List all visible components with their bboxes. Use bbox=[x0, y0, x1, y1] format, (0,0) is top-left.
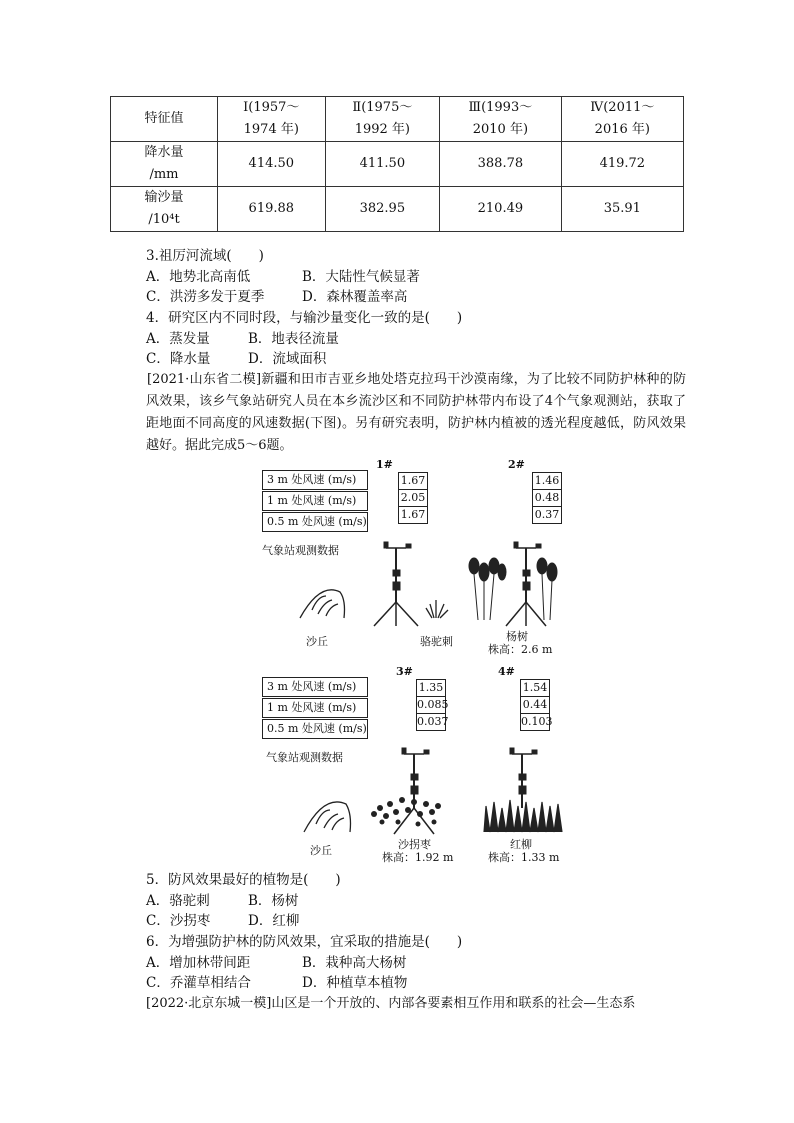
question-3-option-c[interactable]: C．洪涝多发于夏季 bbox=[146, 289, 265, 305]
question-3-option-a[interactable]: A．地势北高南低 bbox=[146, 269, 251, 285]
question-5-option-b[interactable]: B．杨树 bbox=[248, 893, 299, 909]
question-6-option-d[interactable]: D．种植草本植物 bbox=[302, 975, 408, 991]
question-3-stem: 3.祖厉河流域( ) bbox=[146, 248, 264, 264]
figure-caption-bottom: 气象站观测数据 bbox=[266, 751, 343, 764]
table-header-cell: Ⅱ(1975～ 1992 年) bbox=[325, 97, 440, 142]
station-1-value: 2.05 bbox=[398, 489, 428, 507]
table-cell: 388.78 bbox=[440, 142, 562, 187]
question-6-option-a[interactable]: A．增加林带间距 bbox=[146, 955, 251, 971]
row-label-1m: 1 m 处风速 (m/s) bbox=[262, 491, 368, 511]
question-6-option-b[interactable]: B．栽种高大杨树 bbox=[302, 955, 407, 971]
table-cell: 210.49 bbox=[440, 187, 562, 232]
passage-windbreak: [2021·山东省二模]新疆和田市吉亚乡地处塔克拉玛干沙漠南缘，为了比较不同防护林种的防风效果，该乡气象站研究人员在本乡流沙区和不同防护林带内布设了4个气象观测站，获取了距地面不同高度的风速数据(下图)。另有研究表明，防护林内植被的透光程度越低，防风效果越好。据此完成5～6题。 bbox=[146, 372, 686, 453]
figure-caption-top: 气象站观测数据 bbox=[262, 544, 339, 557]
row-label-3m: 3 m 处风速 (m/s) bbox=[262, 470, 368, 490]
seabuckthorn-label: 沙拐枣 bbox=[398, 838, 431, 851]
seabuckthorn-height-label: 株高：1.92 m bbox=[382, 851, 454, 864]
tamarisk-label: 红柳 bbox=[510, 838, 532, 851]
table-row-label: 降水量 /mm bbox=[111, 142, 218, 187]
table-row-label: 输沙量 /10⁴t bbox=[111, 187, 218, 232]
station-4-value: 0.103 bbox=[520, 713, 550, 731]
station-2-value: 0.48 bbox=[532, 489, 562, 507]
poplar-icon bbox=[469, 558, 557, 620]
station-2-value: 0.37 bbox=[532, 506, 562, 524]
row-label-3m: 3 m 处风速 (m/s) bbox=[262, 677, 368, 697]
question-4-option-d[interactable]: D．流域面积 bbox=[248, 351, 327, 367]
weather-station-1-icon bbox=[374, 542, 418, 626]
question-4-option-c[interactable]: C．降水量 bbox=[146, 351, 211, 367]
station-4-value: 1.54 bbox=[520, 679, 550, 697]
question-5-option-a[interactable]: A．骆驼刺 bbox=[146, 893, 210, 909]
table-row bbox=[111, 142, 684, 187]
table-cell: 419.72 bbox=[561, 142, 683, 187]
row-label-05m: 0.5 m 处风速 (m/s) bbox=[262, 512, 368, 532]
station-3-value: 1.35 bbox=[416, 679, 446, 697]
feature-table bbox=[110, 96, 684, 232]
row-label-05m: 0.5 m 处风速 (m/s) bbox=[262, 719, 368, 739]
station-1-value: 1.67 bbox=[398, 506, 428, 524]
seabuckthorn-icon bbox=[371, 797, 441, 827]
question-4-option-a[interactable]: A．蒸发量 bbox=[146, 331, 210, 347]
station-2-label: 2# bbox=[508, 458, 525, 471]
station-2-value: 1.46 bbox=[532, 472, 562, 490]
poplar-label: 杨树 bbox=[506, 630, 528, 643]
dune-icon bbox=[304, 802, 351, 832]
table-row bbox=[111, 187, 684, 232]
station-4-value: 0.44 bbox=[520, 696, 550, 714]
camelthorn-icon bbox=[426, 600, 448, 618]
table-header-cell: 特征值 bbox=[111, 97, 218, 142]
question-5-option-c[interactable]: C．沙拐枣 bbox=[146, 913, 211, 929]
table-cell: 382.95 bbox=[325, 187, 440, 232]
row-label-1m: 1 m 处风速 (m/s) bbox=[262, 698, 368, 718]
question-4-stem: 4．研究区内不同时段，与输沙量变化一致的是( ) bbox=[146, 310, 463, 326]
dune-label: 沙丘 bbox=[310, 844, 332, 857]
station-3-label: 3# bbox=[396, 665, 413, 678]
table-header-cell: Ⅰ(1957～ 1974 年) bbox=[218, 97, 326, 142]
question-5-option-d[interactable]: D．红柳 bbox=[248, 913, 300, 929]
question-6-stem: 6．为增强防护林的防风效果，宜采取的措施是( ) bbox=[146, 934, 463, 950]
table-cell: 35.91 bbox=[561, 187, 683, 232]
passage-mountain: [2022·北京东城一模]山区是一个开放的、内部各要素相互作用和联系的社会—生态系 bbox=[146, 996, 636, 1011]
question-5-stem: 5．防风效果最好的植物是( ) bbox=[146, 872, 341, 888]
question-4-option-b[interactable]: B．地表径流量 bbox=[248, 331, 339, 347]
weather-station-4-icon bbox=[510, 748, 537, 808]
table-cell: 619.88 bbox=[218, 187, 326, 232]
weather-station-2-icon bbox=[506, 542, 546, 626]
table-header-row bbox=[111, 97, 684, 142]
table-cell: 414.50 bbox=[218, 142, 326, 187]
table-cell: 411.50 bbox=[325, 142, 440, 187]
scene-top-illustration bbox=[260, 530, 560, 640]
station-4-label: 4# bbox=[498, 665, 515, 678]
question-3-option-b[interactable]: B．大陆性气候显著 bbox=[302, 269, 420, 285]
scene-bottom-illustration bbox=[290, 740, 570, 840]
station-1-label: 1# bbox=[376, 458, 393, 471]
dune-icon bbox=[300, 590, 345, 618]
tamarisk-height-label: 株高：1.33 m bbox=[488, 851, 560, 864]
table-header-cell: Ⅲ(1993～ 2010 年) bbox=[440, 97, 562, 142]
station-1-value: 1.67 bbox=[398, 472, 428, 490]
station-3-value: 0.085 bbox=[416, 696, 446, 714]
poplar-height-label: 株高：2.6 m bbox=[488, 643, 553, 656]
question-3-option-d[interactable]: D．森林覆盖率高 bbox=[302, 289, 408, 305]
table-header-cell: Ⅳ(2011～ 2016 年) bbox=[561, 97, 683, 142]
question-6-option-c[interactable]: C．乔灌草相结合 bbox=[146, 975, 251, 991]
dune-label: 沙丘 bbox=[306, 635, 328, 648]
camelthorn-label: 骆驼刺 bbox=[420, 635, 453, 648]
station-3-value: 0.037 bbox=[416, 713, 446, 731]
